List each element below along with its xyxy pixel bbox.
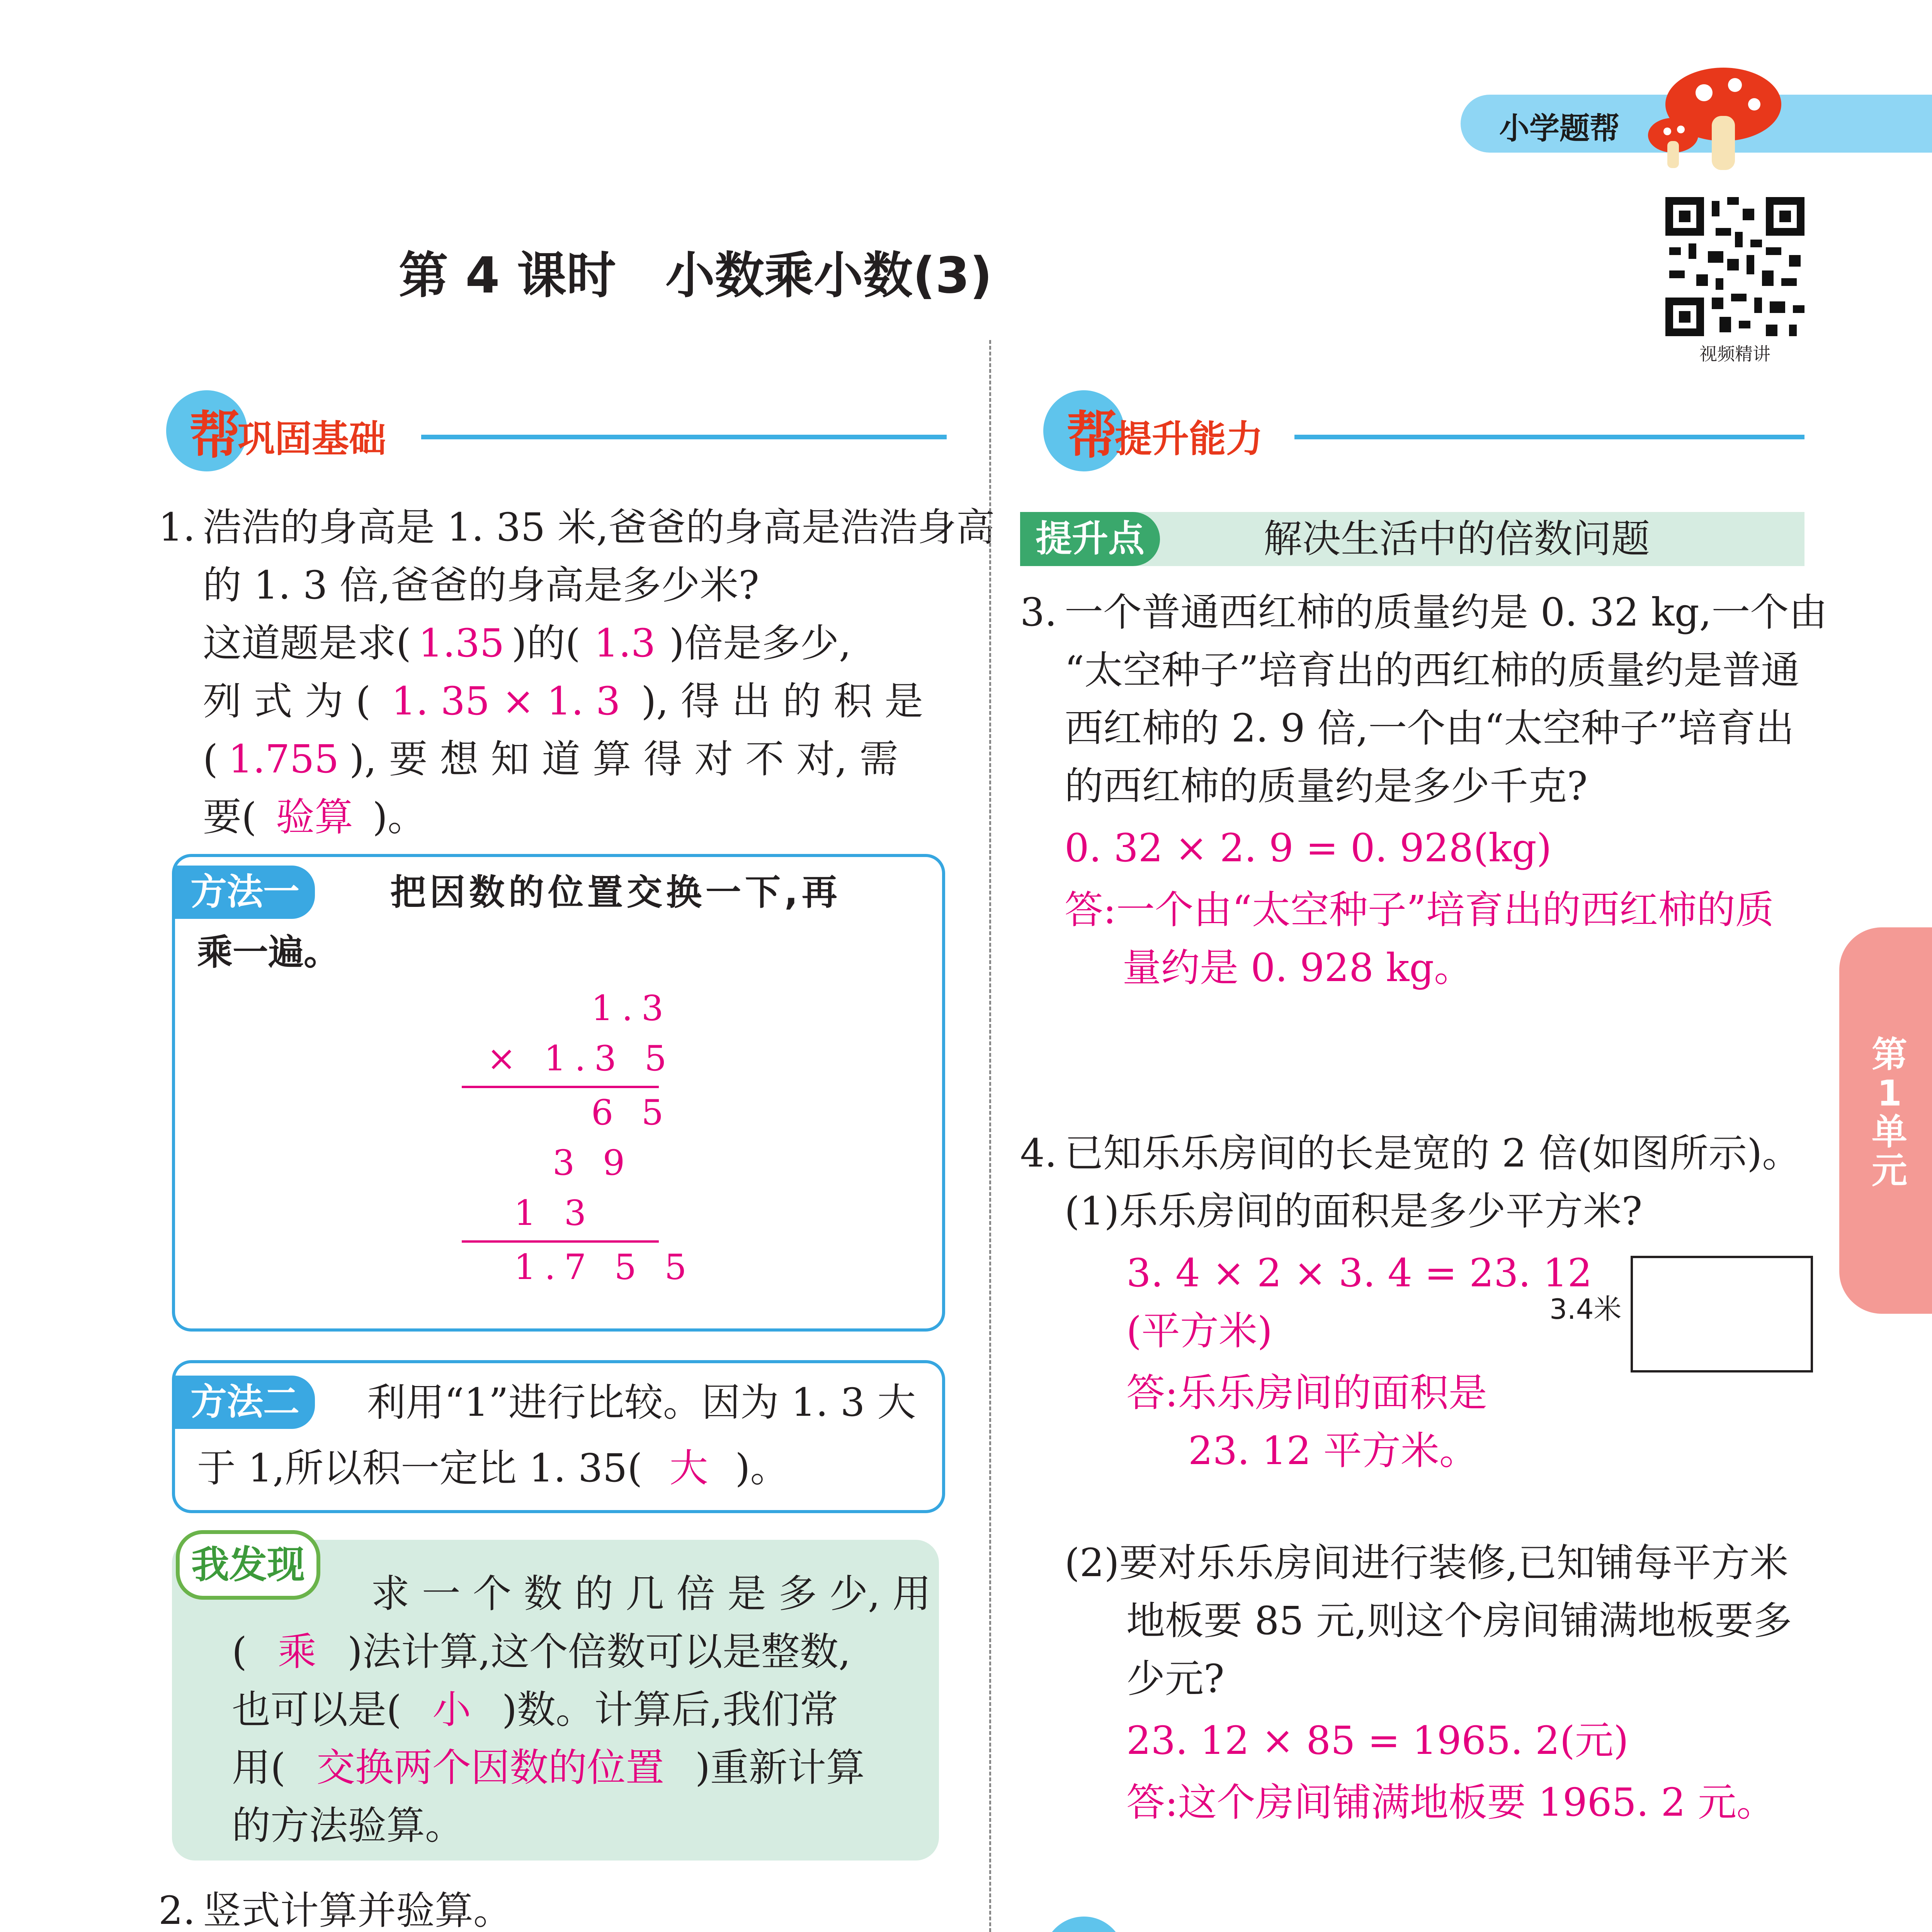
discover-answer: 小 [432, 1687, 471, 1732]
q1-number: 1. [158, 505, 196, 550]
discover-answer: 乘 [278, 1629, 317, 1674]
discover-line: 也可以是( 小 )数。计算后,我们常 [232, 1681, 838, 1739]
section-rule [1294, 435, 1804, 439]
discover-line: 的方法验算。 [232, 1803, 464, 1848]
discover-line: 用( 交换两个因数的位置 )重新计算 [232, 1739, 865, 1797]
q4-number: 4. [1020, 1131, 1057, 1176]
discover-badge: 我发现 [176, 1530, 320, 1600]
figure-width-label: 3.4米 [1549, 1293, 1622, 1325]
discover-line: ( 乘 )法计算,这个倍数可以是整数, [232, 1623, 851, 1681]
q1-fill-line: 这道题是求( 1.35 )的( 1.3 )倍是多少, [203, 614, 851, 672]
q4-part: 少元? [1126, 1656, 1225, 1701]
q4-part: (1)乐乐房间的面积是多少平方米? [1065, 1189, 1643, 1234]
column-divider [989, 340, 991, 1932]
method1-text: 把因数的位置交换一下,再 [390, 872, 841, 913]
improvement-point-label: 提升点 [1020, 512, 1160, 566]
vcalc-row: 1 3 [514, 1193, 595, 1233]
section-title-improve: 提升能力 [1115, 417, 1263, 461]
q3-number: 3. [1020, 590, 1057, 635]
q1-answer-d: 1.755 [228, 736, 339, 782]
improvement-point-text: 解决生活中的倍数问题 [1264, 516, 1650, 561]
discover-answer: 交换两个因数的位置 [316, 1745, 665, 1790]
method2-text: 于 1,所以积一定比 1. 35( 大 )。 [197, 1439, 789, 1497]
section-badge-text: 帮 [189, 406, 240, 465]
q4-answer: 23. 12 平方米。 [1188, 1428, 1478, 1473]
q3-line: 一个普通西红柿的质量约是 0. 32 kg,一个由 [1065, 590, 1828, 635]
method1-text: 乘一遍。 [197, 932, 340, 973]
q4-answer: 答:这个房间铺满地板要 1965. 2 元。 [1126, 1780, 1775, 1825]
q1-answer-a: 1.35 [418, 621, 505, 666]
q1-fill-line: 列 式 为 ( 1. 35 × 1. 3 ), 得 出 的 积 是 [203, 672, 923, 730]
brand-label: 小学题帮 [1499, 111, 1620, 146]
q3-line: “太空种子”培育出的西红柿的质量约是普通 [1065, 648, 1800, 693]
q1-line: 浩浩的身高是 1. 35 米,爸爸的身高是浩浩身高 [203, 505, 995, 550]
q4-part: (2)要对乐乐房间进行装修,已知铺每平方米 [1065, 1540, 1789, 1585]
room-rectangle [1631, 1256, 1813, 1372]
method1-label: 方法一 [175, 866, 315, 919]
mushroom-icon [1646, 62, 1785, 178]
q1-line: 的 1. 3 倍,爸爸的身高是多少米? [203, 563, 759, 608]
q3-answer: 0. 32 × 2. 9 = 0. 928(kg) [1065, 825, 1552, 871]
q4-answer: 答:乐乐房间的面积是 [1126, 1370, 1487, 1415]
qr-code-icon[interactable] [1662, 193, 1808, 340]
qr-caption: 视频精讲 [1699, 344, 1770, 364]
q2-title: 竖式计算并验算。 [203, 1888, 512, 1932]
q4-part: 地板要 85 元,则这个房间铺满地板要多 [1126, 1598, 1792, 1643]
q1-answer-c: 1. 35 × 1. 3 [391, 679, 621, 724]
section-badge-text: 帮 [1066, 406, 1117, 465]
method2-text: 利用“1”进行比较。因为 1. 3 大 [367, 1380, 916, 1425]
q3-answer: 量约是 0. 928 kg。 [1122, 945, 1473, 990]
q3-answer: 答:一个由“太空种子”培育出的西红柿的质 [1065, 887, 1774, 932]
q2-number: 2. [158, 1888, 196, 1932]
unit-side-tab-label: 第 1 单 元 [1871, 1034, 1907, 1191]
q1-answer-b: 1.3 [594, 621, 656, 666]
vcalc-row: 3 9 [553, 1143, 634, 1183]
q3-line: 西红柿的 2. 9 倍,一个由“太空种子”培育出 [1065, 706, 1794, 751]
page-title: 第 4 课时 小数乘小数(3) [398, 247, 993, 304]
vcalc-row: 1.7 5 5 [514, 1247, 695, 1287]
method2-label: 方法二 [175, 1376, 315, 1429]
vcalc-row: × 1.3 5 [487, 1038, 675, 1079]
q4-answer: 23. 12 × 85 = 1965. 2(元) [1126, 1718, 1629, 1763]
q4-answer: (平方米) [1126, 1308, 1273, 1354]
discover-line: 求 一 个 数 的 几 倍 是 多 少, 用 [371, 1571, 931, 1616]
section-title-consolidate: 巩固基础 [238, 417, 386, 461]
q4-line: 已知乐乐房间的长是宽的 2 倍(如图所示)。 [1065, 1131, 1801, 1176]
q3-line: 的西红柿的质量约是多少千克? [1065, 764, 1588, 809]
vcalc-row: 6 5 [591, 1092, 672, 1133]
q1-fill-line: 要( 验算 )。 [203, 788, 426, 846]
section-rule [421, 435, 947, 439]
method2-answer: 大 [669, 1446, 708, 1491]
q1-fill-line: ( 1.755 ), 要 想 知 道 算 得 对 不 对, 需 [203, 730, 898, 788]
vcalc-row: 1.3 [591, 988, 672, 1029]
q1-answer-e: 验算 [276, 794, 354, 840]
q4-answer: 3. 4 × 2 × 3. 4 = 23. 12 [1126, 1250, 1592, 1296]
section-badge-text [1066, 1920, 1117, 1932]
